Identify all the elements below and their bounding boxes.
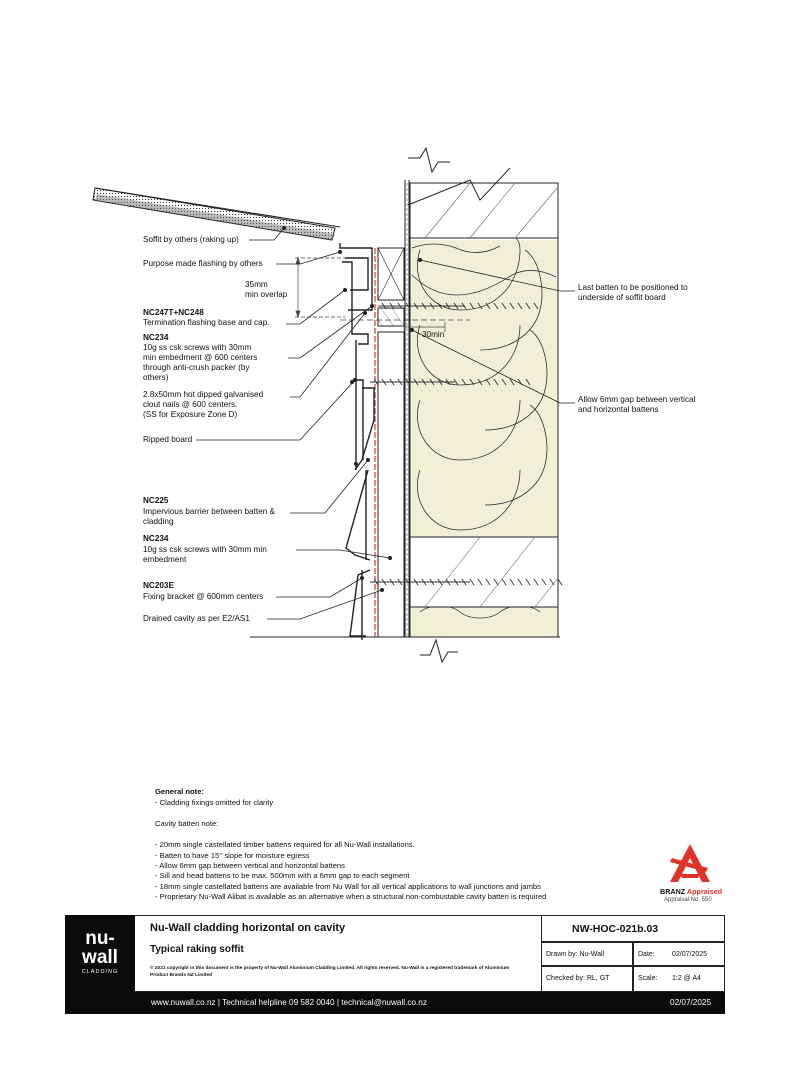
branz-logo-icon xyxy=(660,838,720,886)
scale-label: Scale: xyxy=(638,975,658,982)
logo-line-2: wall xyxy=(82,947,118,968)
footer-contact: www.nuwall.co.nz | Technical helpline 09 582 0040 | technical@nuwall.co.nz xyxy=(151,998,427,1007)
label-nc234-desc-2: min embedment @ 600 centers xyxy=(143,353,258,362)
nu-wall-logo xyxy=(65,915,135,992)
label-nc247-desc: Termination flashing base and cap. xyxy=(143,318,270,327)
label-nc234-desc-4: others) xyxy=(143,373,169,382)
branz-appraisal-no: Appraisal No. 550 xyxy=(664,897,712,903)
drawing-subtitle: Typical raking soffit xyxy=(150,944,244,955)
date-cell xyxy=(633,942,725,966)
checked-by: Checked by: RL, GT xyxy=(546,975,610,982)
scale-cell xyxy=(633,966,725,992)
label-last-batten-1: Last batten to be positioned to xyxy=(578,283,688,292)
cavity-note-item: - Batten to have 15° slope for moisture egress xyxy=(155,851,310,860)
label-nc234-desc-3: through anti-crush packer (by xyxy=(143,363,250,372)
clout-nails xyxy=(350,380,358,466)
cavity-note-title: Cavity batten note: xyxy=(155,819,219,828)
drawing-title: Nu-Wall cladding horizontal on cavity xyxy=(150,922,346,934)
cavity-note-item: - Allow 6mm gap between vertical and horizontal battens xyxy=(155,861,345,870)
branz-name: BRANZ xyxy=(660,887,686,896)
footer-date: 02/07/2025 xyxy=(670,998,711,1007)
label-nc203-desc: Fixing bracket @ 600mm centers xyxy=(143,592,264,601)
cavity-note-item: - Sill and head battens to be max. 500mm with a 6mm gap to each segment xyxy=(155,871,410,880)
date-label: Date: xyxy=(638,951,655,958)
label-nc234b-desc-1: 10g ss csk screws with 30mm min xyxy=(143,545,267,554)
label-nc234b-desc-2: embedment xyxy=(143,555,187,564)
label-30min: 30min xyxy=(422,330,445,339)
label-nc234b-code: NC234 xyxy=(143,534,169,543)
cavity-note-item: - Proprietary Nu-Wall Alibat is available as an alternative when a structural non-combustable cavity batten is required xyxy=(155,892,547,901)
general-note-title: General note: xyxy=(155,787,204,796)
drawn-by: Drawn by: Nu-Wall xyxy=(546,951,605,958)
label-overlap-value: 35mm xyxy=(245,280,268,289)
general-note-1: - Cladding fixings omitted for clarity xyxy=(155,798,274,807)
label-nc225-code: NC225 xyxy=(143,496,169,505)
logo-line-1: nu- xyxy=(85,928,115,949)
cavity-note-item: - 18mm single castellated battens are available from Nu Wall for all vertical applications to wall junctions and jambs xyxy=(155,882,541,891)
label-nc247-code: NC247T+NC248 xyxy=(143,308,204,317)
drawing-number-cell xyxy=(541,915,725,942)
copyright-text: © 2021 copyright in this document is the property of Nu-Wall Aluminium Cladding Limited. All rights reserved. Nu-Wall is a registered trademark of Aluminium Product Brands NZ Limited xyxy=(150,966,510,978)
label-nc225-desc-1: Impervious barrier between batten & xyxy=(143,507,275,516)
cavity-note-item: - 20mm single castellated timber battens required for all Nu-Wall installations. xyxy=(155,840,415,849)
label-overlap-text: min overlap xyxy=(245,290,288,299)
footer-bar xyxy=(65,992,725,1014)
label-nail-3: (SS for Exposure Zone D) xyxy=(143,410,238,419)
label-nc234-desc-1: 10g ss csk screws with 30mm xyxy=(143,343,252,352)
cladding-profile xyxy=(340,243,374,640)
label-nail-2: clout nails @ 600 centers. xyxy=(143,400,238,409)
date-value: 02/07/2025 xyxy=(672,951,708,958)
label-ripped-board: Ripped board xyxy=(143,435,193,444)
soffit-board xyxy=(93,188,340,240)
label-gap-2: and horizontal battens xyxy=(578,405,659,414)
label-nc234-code: NC234 xyxy=(143,333,169,342)
drawing-number: NW-HOC-021b.03 xyxy=(572,923,659,935)
label-nail-1: 2.8x50mm hot dipped galvanised xyxy=(143,390,264,399)
label-nc225-desc-2: cladding xyxy=(143,517,174,526)
branz-badge xyxy=(660,838,723,908)
label-soffit: Soffit by others (raking up) xyxy=(143,235,239,244)
branz-appraised: Appraised xyxy=(686,887,723,896)
label-flashing: Purpose made flashing by others xyxy=(143,259,263,268)
label-cavity: Drained cavity as per E2/AS1 xyxy=(143,614,250,623)
logo-line-3: CLADDING xyxy=(81,969,119,975)
scale-value: 1:2 @ A4 xyxy=(672,975,701,982)
drawn-by-cell xyxy=(541,942,633,966)
label-gap-1: Allow 6mm gap between vertical xyxy=(578,395,696,404)
checked-by-cell xyxy=(541,966,633,992)
label-nc203-code: NC203E xyxy=(143,581,174,590)
label-last-batten-2: underside of soffit board xyxy=(578,293,666,302)
